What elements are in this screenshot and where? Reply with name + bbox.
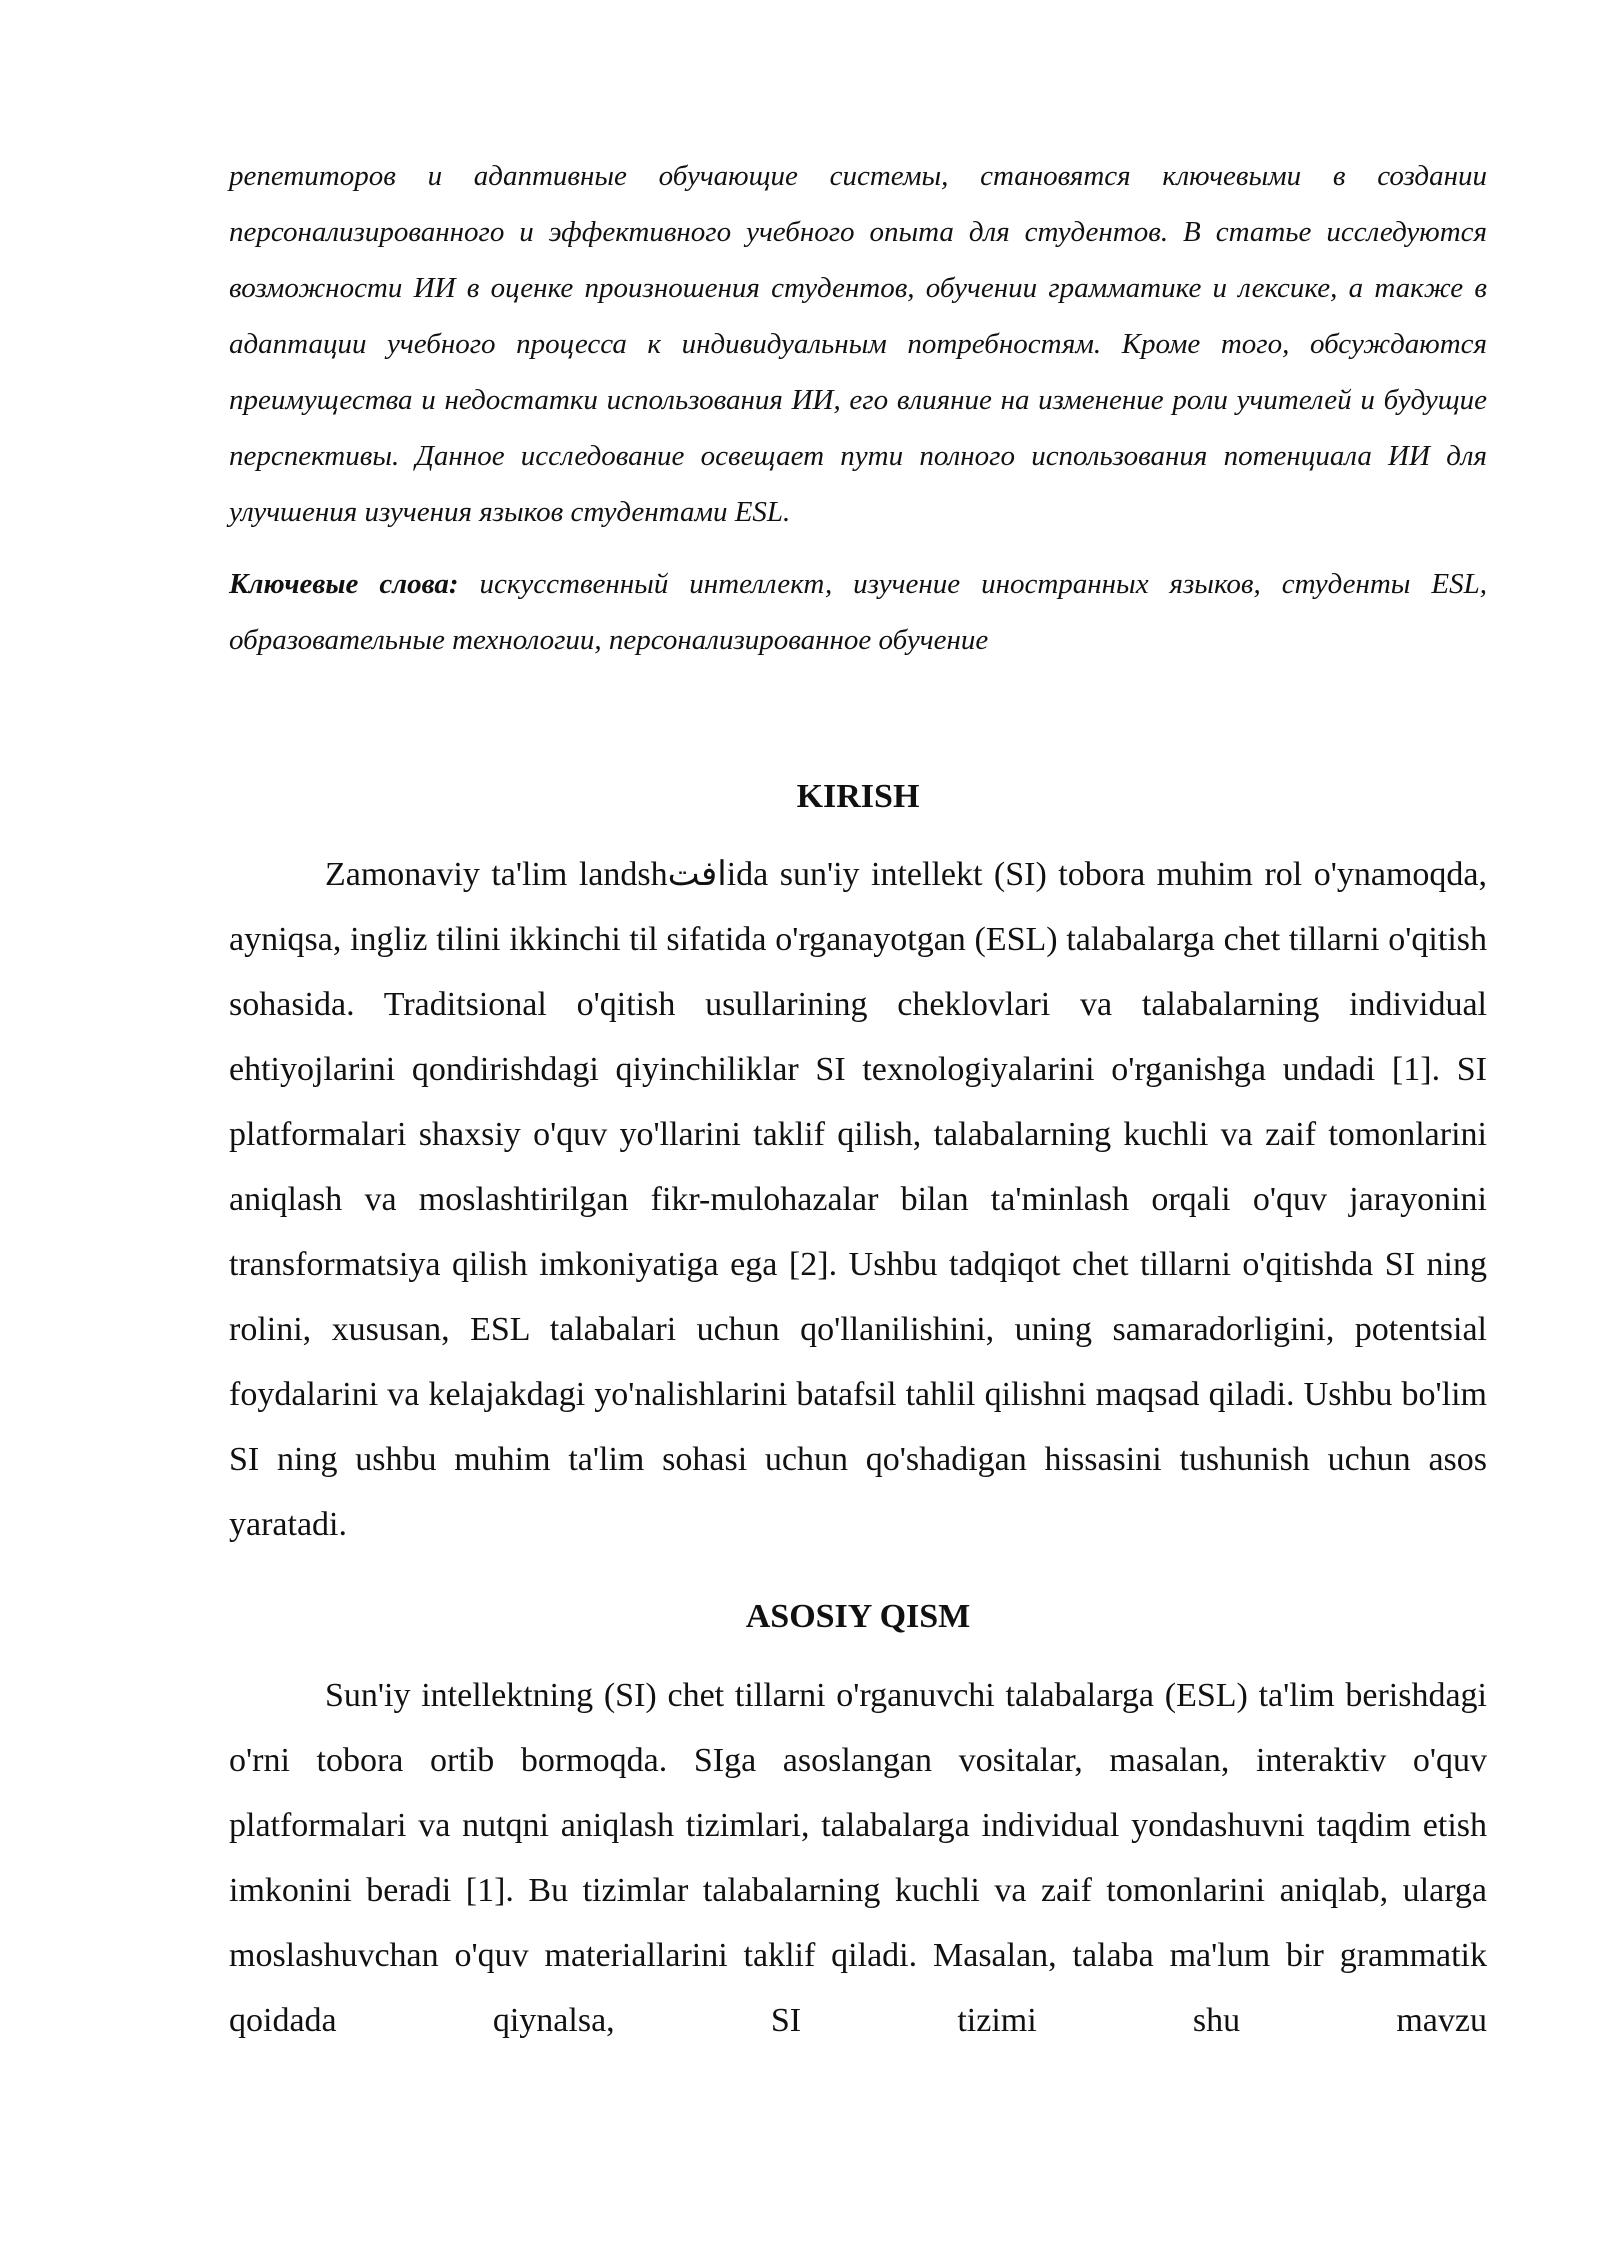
- asosiy-qism-paragraph: Sun'iy intellektning (SI) chet tillarni o'rganuvchi talabalarga (ESL) ta'lim berishdagi o'rni tobora ortib bormoqda. SIga asoslangan vositalar, masalan, interaktiv o'quv platformalari va nutqni aniqlash tizimlari, talabalarga individual yondashuvni taqdim etish imkonini beradi [1]. Bu tizimlar talabalarning kuchli va zaif tomonlarini aniqlab, ularga moslashuvchan o'quv materiallarini taklif qiladi. Masalan, talaba ma'lum bir grammatik qoidada qiynalsa, SI tizimi shu mavzu: [229, 1677, 1487, 2039]
- keywords-paragraph: [229, 556, 1487, 668]
- section-heading-kirish: KIRISH: [796, 778, 920, 815]
- kirish-paragraph: Zamonaviy ta'lim landshافتida sun'iy intellekt (SI) tobora muhim rol o'ynamoqda, ayniqsa, ingliz tilini ikkinchi til sifatida o'rganayotgan (ESL) talabalarga chet tillarni o'qitish sohasida. Traditsional o'qitish usullarining cheklovlari va talabalarning individual ehtiyojlarini qondirishdagi qiyinchiliklar SI texnologiyalarini o'rganishga undadi [1]. SI platformalari shaxsiy o'quv yo'llarini taklif qilish, talabalarning kuchli va zaif tomonlarini aniqlash va moslashtirilgan fikr-mulohazalar bilan ta'minlash orqali o'quv jarayonini transformatsiya qilish imkoniyatiga ega [2]. Ushbu tadqiqot chet tillarni o'qitishda SI ning rolini, xususan, ESL talabalari uchun qo'llanilishini, uning samaradorligini, potentsial foydalarini va kelajakdagi yo'nalishlarini batafsil tahlil qilishni maqsad qiladi. Ushbu bo'lim SI ning ushbu muhim ta'lim sohasi uchun qo'shadigan hissasini tushunish uchun asos yaratadi.: [229, 856, 1487, 1543]
- document-page: [229, 0, 1487, 2053]
- section-heading-asosiy-qism: ASOSIY QISM: [745, 1598, 971, 1635]
- abstract-paragraph: репетиторов и адаптивные обучающие системы, становятся ключевыми в создании персонализированного и эффективного учебного опыта для студентов. В статье исследуются возможности ИИ в оценке произношения студентов, обучении грамматике и лексике, а также в адаптации учебного процесса к индивидуальным потребностям. Кроме того, обсуждаются преимущества и недостатки использования ИИ, его влияние на изменение роли учителей и будущие перспективы. Данное исследование освещает пути полного использования потенциала ИИ для улучшения изучения языков студентами ESL.: [229, 160, 1487, 528]
- keywords-text: искусственный интеллект, изучение иностранных языков, студенты ESL, образовательные технологии, персонализированное обучение: [229, 568, 1487, 656]
- keywords-label: Ключевые слова:: [229, 568, 459, 600]
